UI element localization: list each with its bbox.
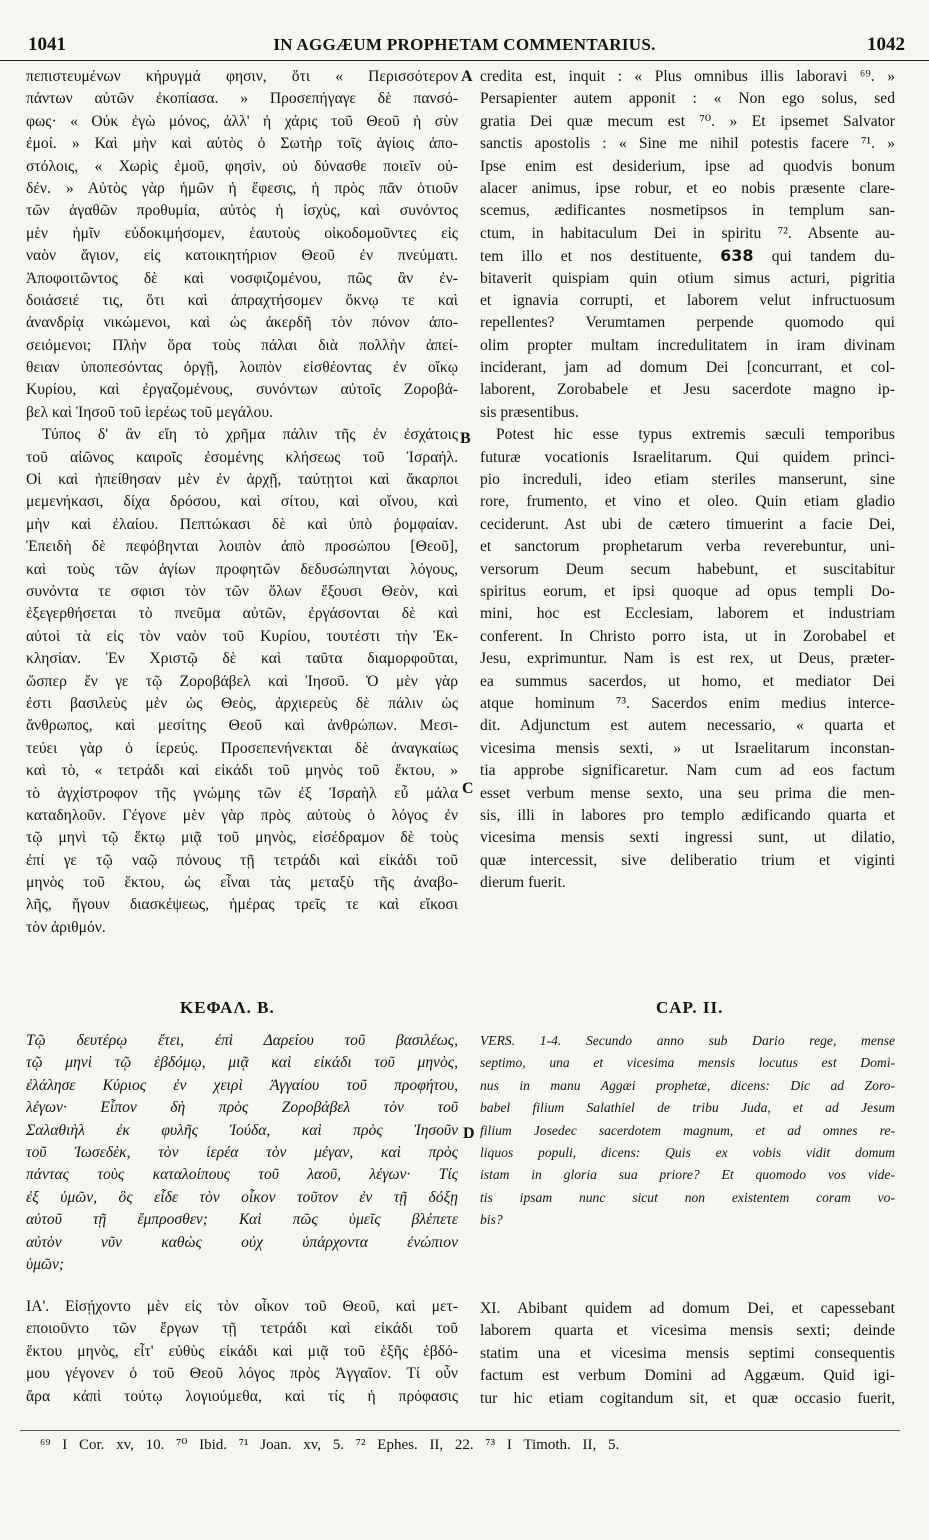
text-line: καὶ τοὺς τῶν ἁγίων προφητῶν δεδυσώπηνται λόγους,: [26, 560, 458, 578]
text-line: ἐξεγερθήσεται τὸ πνεῦμα αὐτῶν, ἐργάσονται δὲ καὶ: [26, 605, 458, 623]
text-line: atque hominum ⁷³. Sacerdos enim medius interce-: [480, 694, 895, 712]
text-line: εποιοῦντο τῶν ἔργων τῇ τετράδι καὶ εἰκάδι τοῦ: [26, 1320, 458, 1338]
text-line: ἐστι βασιλεὺς μὲν ὡς Θεὸς, ἀρχιερεὺς δὲ πάλιν ὡς: [26, 694, 458, 712]
greek-scripture-verse: [26, 1030, 458, 1276]
text-line: ea summus sacerdos, ut homo, et mediator Dei: [480, 672, 895, 690]
text-line: versorum Deum secum habebunt, et suscitabitur: [480, 560, 895, 578]
page-title: IN AGGÆUM PROPHETAM COMMENTARIUS.: [273, 35, 656, 54]
text-line: bitaverit quispiam quin otium simus acturi, pigritia: [480, 269, 895, 287]
text-line: τοῦ αἰῶνος καιροῖς ἐσομένης κλήσεως τοῦ Ἰσραήλ.: [26, 448, 458, 466]
margin-marker-a: A: [461, 68, 473, 85]
latin-column-lower: [480, 1298, 895, 1410]
chapter-heading-latin: CAP. II.: [656, 998, 724, 1017]
text-line: babel filium Salathiel de tribu Juda, et ad Jesum: [480, 1100, 895, 1116]
latin-column-upper: [480, 66, 895, 894]
text-line: et ignavia corrupti, et laborem velut infructuosum: [480, 291, 895, 309]
text-line: τοῦ Ἰωσεδὲκ, τὸν ἱερέα τὸν μέγαν, καὶ πρὸς: [26, 1143, 458, 1161]
text-line: ἄνθρωπος, καὶ μεσίτης Θεοῦ καὶ ἀνθρώπων. Μεσι-: [26, 717, 458, 735]
text-line: Jesu, exprimuntur. Nam is est rex, ut Deus, præter-: [480, 650, 895, 668]
text-line: ceciderunt. Ast ubi de cætero timuerint a facie Dei,: [480, 515, 895, 533]
text-line: Persapienter autem apponit : « Non ego solus, sed: [480, 90, 895, 108]
text-line: tis ipsam nunc sicut non existentem coram vo-: [480, 1189, 895, 1205]
text-line: dierum fuerit.: [480, 874, 566, 892]
greek-column-upper: [26, 66, 458, 939]
text-line: ἐμοί. » Καὶ μὴν καὶ αὐτὸς ὁ Σωτὴρ τοῖς ἁγίοις ἀπο-: [26, 135, 458, 153]
text-line: sis, illi in labores pro templo ædificando quarta et: [480, 806, 895, 824]
text-line: ἄρα κἀπὶ τούτῳ λογιούμεθα, καὶ τίς ἡ πρόφασις: [26, 1387, 458, 1405]
text-line: ἐξ ὑμῶν, ὃς εἶδε τὸν οἶκον τοῦτον ἐν τῇ δόξῃ: [26, 1188, 458, 1206]
margin-marker-d: D: [463, 1125, 475, 1142]
text-line: τῶν ἀγαθῶν προθυμία, αὐτὸς ἡ ἰσχὺς, καὶ συνόντος: [26, 202, 458, 220]
text-line: mini, hoc est Ecclesiam, laborem et industriam: [480, 605, 895, 623]
text-line: XI. Abibant quidem ad domum Dei, et capessebant: [480, 1300, 895, 1317]
text-line: et sanctorum prophetarum verba reverebuntur, uni-: [480, 538, 895, 556]
text-line: sis præsentibus.: [480, 403, 579, 421]
text-line: bis?: [480, 1212, 503, 1228]
text-line: Ipse enim est desiderium, ipse ad quodvis bonum: [480, 157, 895, 175]
text-line: μὲν ἡμῖν εὐδοκιμήσομεν, ἑαυτοὺς οἰκοδομοῦντες εἰς: [26, 224, 458, 242]
text-line: liquos populi, dicens: Quis ex vobis vidit domum: [480, 1144, 895, 1160]
text-line: τὸν ἀριθμόν.: [26, 918, 106, 936]
text-line: μὴν καὶ ἐλαίου. Πεπτώκασι δὲ καὶ ὑπὸ ῥομφαίαν.: [26, 515, 458, 533]
text-line: tia approbe significaretur. Nam cum ad eos factum: [480, 762, 895, 780]
text-line: Ἐπειδὴ δὲ πεφόβηνται λοιπὸν ἀπὸ προσώπου [Θεοῦ],: [26, 538, 458, 556]
margin-marker-b: B: [460, 430, 471, 447]
text-line: δοιάσειέ τις, ὅτι καὶ ἀπραχτήσομεν ὄκνῳ τε καὶ: [26, 291, 458, 309]
text-line: θειαν ὑποπεσόντας ὀργῇ, λοιπὸν εἰσθέοντας ἐν οἴκῳ: [26, 359, 458, 377]
text-line: Ἀποφοιτῶντος δὲ καὶ νοσφιζομένου, πῶς ἂν ἐν-: [26, 269, 458, 287]
text-line: Οἱ καὶ ἠπείθησαν μὲν ἐν ἀρχῇ, ταύτῃτοι καὶ ἄκαρποι: [26, 471, 458, 489]
text-line: futuræ vocationis Israelitarum. Qui quidem princi-: [480, 448, 895, 466]
text-line: rore, frumento, et vino et oleo. Quin etiam gladio: [480, 493, 895, 511]
running-header: [0, 34, 929, 61]
text-line: ΙΑ'. Εἰσῄχοντο μὲν εἰς τὸν οἶκον τοῦ Θεοῦ, καὶ μετ-: [26, 1298, 458, 1315]
text-line: λῆς, ἤγουν διασκέψεως, ἡμέρας τρεῖς τε καὶ εἴκοσι: [26, 896, 458, 914]
text-line: πάντων αὐτῶν ἐκοπίασα. » Προσεπήγαγε δὲ πανσό-: [26, 90, 458, 108]
text-line: αὐτὸν νῦν καθὼς οὐχ ὑπάρχοντα ἐνώπιον: [26, 1233, 458, 1251]
text-line: Σαλαθιὴλ ἐκ φυλῆς Ἰούδα, καὶ πρὸς Ἰησοῦν: [26, 1121, 458, 1139]
text-line: Τῷ δευτέρῳ ἔτει, ἐπὶ Δαρείου τοῦ βασιλέως,: [26, 1032, 458, 1049]
chapter-heading-greek: ΚΕΦΑΛ. Β.: [180, 998, 275, 1017]
text-line: στόλοις, « Χωρὶς ἐμοῦ, φησὶν, οὐ δύνασθε ποιεῖν οὐ-: [26, 157, 458, 175]
text-line: pio increduli, ideo etiam steriles manserunt, sine: [480, 471, 895, 489]
text-line: αὐτοὶ τὰ εἰς τὸν ναὸν τοῦ Κυρίου, τουτέστι τὴν Ἐκ-: [26, 627, 458, 645]
text-line: καταδηλοῦν. Γέγονε μὲν γὰρ πρὸς αὐτοὺς ὁ λόγος ἐν: [26, 806, 458, 824]
text-fragment: qui tandem du-: [753, 248, 895, 266]
text-line: factum est verbum Domini ad Aggæum. Quid igi-: [480, 1367, 895, 1385]
text-line: Τύπος δ' ἂν εἴη τὸ χρῆμα πάλιν τῆς ἐν ἐσχάτοις: [42, 426, 458, 444]
text-line: spiritus eorum, et ipsi quoque ad opus templi Do-: [480, 582, 895, 600]
text-line: μεμενήκασι, δίχα δρόσου, καὶ σίτου, καὶ οἴνου, καὶ: [26, 493, 458, 511]
text-line: πεπιστευμένων κήρυγμά φησιν, ὅτι « Περισσότερον: [26, 68, 458, 85]
text-line: Κυρίου, καὶ ἐργαζομένους, συνόντων αὐτοῖς Ζοροβά-: [26, 381, 458, 399]
text-line: inciderant, jam ad domum Dei [concurrant, et col-: [480, 359, 895, 377]
text-line: πάντας τοὺς καταλοίπους τοῦ λαοῦ, λέγων· Τίς: [26, 1166, 458, 1184]
text-line: μου γέγονεν ὁ τοῦ Θεοῦ λόγος πρὸς Ἀγγαῖον. Τί οὖν: [26, 1365, 458, 1383]
text-line: vicesima mensis sexti ingressi sunt, ut dilatio,: [480, 829, 895, 847]
margin-marker-c: C: [462, 780, 474, 797]
text-line: Potest hic esse typus extremis sæculi temporibus: [496, 426, 895, 444]
text-line: ἕκτου μηνὸς, εἶτ' εὐθὺς εἰκάδι καὶ μιᾷ τοῦ ἑξῆς ἑβδό-: [26, 1342, 458, 1360]
text-line: ἀνανδρίᾳ νικώμενοι, καὶ ὡς ἀκερδῆ τὸν πόνον ἀπο-: [26, 314, 458, 332]
text-line: vicesima mensis sexti, » ut Israelitarum inconstan-: [480, 739, 895, 757]
text-line: alacer animus, ipse robur, et eo nobis præsente clare-: [480, 179, 895, 197]
text-line: τῷ μηνὶ τῷ ἕκτῳ μιᾷ τοῦ μηνὸς, εἰσέδραμον δὲ τοὺς: [26, 829, 458, 847]
text-line: sanctis apostolis : « Sine me nihil potestis facere ⁷¹. »: [480, 135, 895, 153]
text-line: αὐτοῦ τῇ ἔμπροσθεν; Καὶ πῶς ὑμεῖς βλέπετε: [26, 1211, 458, 1229]
text-line-with-column-number: [480, 245, 895, 267]
text-line: ὑμῶν;: [26, 1255, 65, 1273]
text-line: τῷ μηνὶ τῷ ἑβδόμῳ, μιᾷ καὶ εἰκάδι τοῦ μηνὸς,: [26, 1054, 458, 1072]
text-line: quæ intercessit, sive deliberatio trium et viginti: [480, 851, 895, 869]
text-fragment: tem illo et nos destituente,: [480, 248, 721, 266]
text-line: σειόμενοι; Πλὴν ὅρα τοὺς πάλαι διὰ πολλὴν ἀπεί-: [26, 336, 458, 354]
text-line: gratia Dei quæ mecum est ⁷⁰. » Et ipsemet Salvator: [480, 112, 895, 130]
greek-column-lower: [26, 1296, 458, 1408]
text-line: καὶ τὸ, « τετράδι καὶ εἰκάδι τοῦ μηνὸς τοῦ ἕκτου, »: [26, 762, 458, 780]
text-line: ἐπί γε τῷ ναῷ πόνους τῇ τετράδι καὶ εἰκάδι τοῦ: [26, 851, 458, 869]
text-line: laborem quarta et vicesima mensis sexti; deinde: [480, 1322, 895, 1340]
text-line: statim una et vicesima mensis septimi consequentis: [480, 1344, 895, 1362]
text-line: dit. Adjunctum est autem necessario, « quarta et: [480, 717, 895, 735]
text-line: τεύει γὰρ ὁ ἱερεύς. Προσεπενήνεκται δὲ ἀναγκαίως: [26, 739, 458, 757]
text-line: φως· « Οὐκ ἐγὼ μόνος, ἀλλ' ἡ χάρις τοῦ Θεοῦ ἡ σὺν: [26, 112, 458, 130]
text-line: scemus, ædificantes nosmetipsos in templum san-: [480, 202, 895, 220]
text-line: laborent, Zorobabele et Jesu sacerdote magno ip-: [480, 381, 895, 399]
text-line: δέν. » Αὐτὸς γὰρ ἡμῶν ἡ ἔφεσις, ἡ πρὸς πᾶν ὁτιοῦν: [26, 179, 458, 197]
text-line: συνόντα τε σφισι τὸν τῶν ὅλων ἕξουσι Θεὸν, καὶ: [26, 582, 458, 600]
text-line: nus in manu Aggæi prophetæ, dicens: Dic ad Zoro-: [480, 1077, 895, 1093]
text-line: repellentes? Verumtamen perpende quomodo qui: [480, 314, 895, 332]
column-number: 638: [720, 246, 754, 266]
page-number-right: 1042: [867, 34, 905, 55]
text-line: olim propter multam incredulitatem in iram divinam: [480, 336, 895, 354]
text-line: βελ καὶ Ἰησοῦ τοῦ ἱερέως τοῦ μεγάλου.: [26, 403, 273, 421]
text-line: τὸ ἀγχίστροφον τῆς γνώμης τῶν ἐξ Ἰσραὴλ εὖ μάλα: [26, 784, 458, 802]
text-line: istam in gloria sua priore? Et quomodo vos vide-: [480, 1167, 895, 1183]
footnotes: ⁶⁹ I Cor. xv, 10. ⁷⁰ Ibid. ⁷¹ Joan. xv, 5. ⁷² Ephes. II, 22. ⁷³ I Timoth. II, 5.: [40, 1437, 620, 1453]
text-line: ναὸν ἅγιον, εἰς κατοικητήριον Θεοῦ ἐν πνεύματι.: [26, 247, 458, 265]
text-line: septimo, una et vicesima mensis locutus est Domi-: [480, 1055, 895, 1071]
text-line: μηνὸς τοῦ ἕκτου, ὡς εἶναι τὰς μεταξὺ τῆς ἀναβο-: [26, 874, 458, 892]
text-line: credita est, inquit : « Plus omnibus illis laboravi ⁶⁹. »: [480, 68, 895, 85]
text-line: κλησίαν. Ἐν Χριστῷ δὲ καὶ ταῦτα διαμορφοῦται,: [26, 650, 458, 668]
text-line: tur hic etiam cogitandum sit, et quæ occasio fuerit,: [480, 1389, 895, 1407]
text-line: VERS. 1-4. Secundo anno sub Dario rege, mense: [480, 1033, 895, 1048]
text-line: ctum, in habitaculum Dei in spiritu ⁷². Absente au-: [480, 224, 895, 242]
text-line: conferent. In Christo porro ista, ut in Zorobabel et: [480, 627, 895, 645]
footnote-divider: [20, 1430, 900, 1431]
latin-scripture-verse: [480, 1030, 895, 1232]
text-line: ἐλάλησε Κύριος ἐν χειρὶ Ἀγγαίου τοῦ προφήτου,: [26, 1076, 458, 1094]
text-line: λέγων· Εἶπον δὴ πρὸς Ζοροβάβελ τὸν τοῦ: [26, 1099, 458, 1117]
text-line: filium Josedec sacerdotem magnum, et ad omnes re-: [480, 1122, 895, 1138]
text-line: ὥσπερ ἔν γε τῷ Ζοροβάβελ καὶ Ἰησοῦ. Ὁ μὲν γὰρ: [26, 672, 458, 690]
page-number-left: 1041: [28, 34, 66, 55]
text-line: esset verbum mense sexto, una seu prima die men-: [480, 784, 895, 802]
